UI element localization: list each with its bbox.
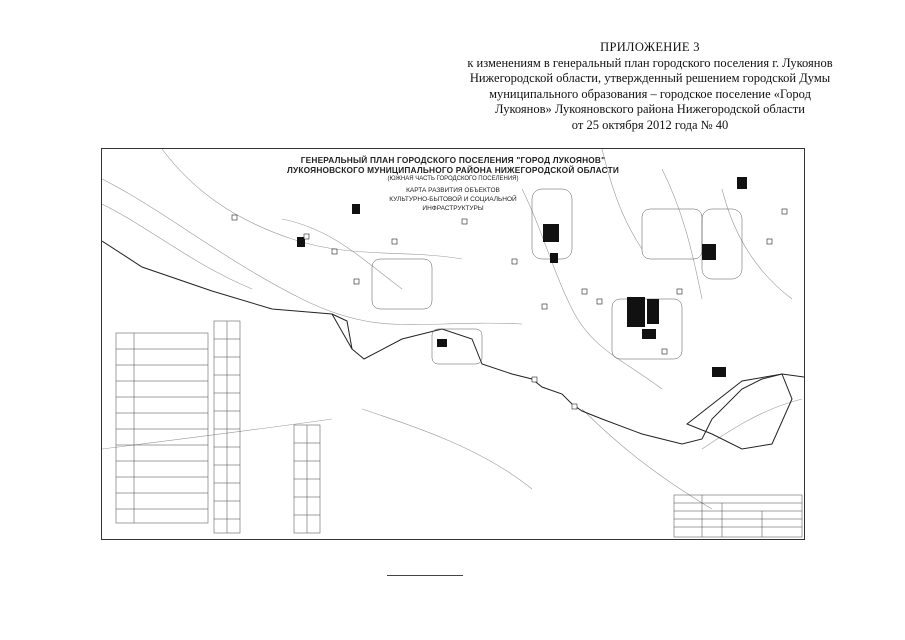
- appendix-line-3: муниципального образования – городское поселение «Город: [489, 86, 811, 101]
- map-object-symbol: [582, 289, 587, 294]
- legend-table-middle: [214, 321, 240, 533]
- map-subtitle-line-1: КАРТА РАЗВИТИЯ ОБЪЕКТОВ: [406, 187, 500, 194]
- appendix-title: ПРИЛОЖЕНИЕ 3: [600, 40, 700, 54]
- map-object-symbol: [677, 289, 682, 294]
- road-line: [702, 399, 802, 449]
- map-object-cluster: [702, 244, 716, 260]
- map-object-cluster: [712, 367, 726, 377]
- map-object-symbol: [532, 377, 537, 382]
- map-object-symbol: [354, 279, 359, 284]
- map-object-symbol: [462, 219, 467, 224]
- map-object-cluster: [543, 224, 559, 242]
- map-object-symbol: [332, 249, 337, 254]
- map-object-cluster: [642, 329, 656, 339]
- district-outline: [642, 209, 702, 259]
- map-object-symbol: [572, 404, 577, 409]
- map-object-cluster: [550, 253, 558, 263]
- road-line: [282, 219, 402, 289]
- map-title-line-3: (ЮЖНАЯ ЧАСТЬ ГОРОДСКОГО ПОСЕЛЕНИЯ): [387, 176, 519, 182]
- appendix-line-5: от 25 октября 2012 года № 40: [571, 117, 729, 132]
- master-plan-map: [101, 148, 805, 540]
- map-object-cluster: [647, 299, 659, 324]
- district-outline: [372, 259, 432, 309]
- road-line: [102, 419, 332, 449]
- road-line: [582, 409, 712, 509]
- map-object-symbol: [662, 349, 667, 354]
- map-subtitle-line-2: КУЛЬТУРНО-БЫТОВОЙ И СОЦИАЛЬНОЙ: [389, 196, 517, 203]
- appendix-header: [400, 40, 900, 133]
- map-object-symbol: [232, 215, 237, 220]
- road-line: [102, 204, 252, 289]
- map-title-line-2: ЛУКОЯНОВСКОГО МУНИЦИПАЛЬНОГО РАЙОНА НИЖЕГОРОДСКОЙ ОБЛАСТИ: [286, 165, 620, 175]
- footer-rule: [387, 575, 463, 576]
- appendix-line-1: к изменениям в генеральный план городского поселения г. Лукоянов: [467, 55, 833, 70]
- map-object-symbol: [392, 239, 397, 244]
- map-object-symbol: [597, 299, 602, 304]
- map-object-symbol: [542, 304, 547, 309]
- settlement-boundary: [102, 241, 804, 444]
- road-line: [362, 409, 532, 489]
- map-object-symbol: [512, 259, 517, 264]
- legend-table-left: [116, 333, 208, 523]
- appendix-line-4: Лукоянов» Лукояновского района Нижегородской области: [495, 102, 805, 116]
- appendix-line-2: Нижегородской области, утвержденный решением городской Думы: [469, 71, 831, 85]
- map-title-line-1: ГЕНЕРАЛЬНЫЙ ПЛАН ГОРОДСКОГО ПОСЕЛЕНИЯ "ГОРОД ЛУКОЯНОВ": [300, 155, 606, 165]
- legend-table-right: [294, 425, 320, 533]
- map-object-symbol: [767, 239, 772, 244]
- map-object-cluster: [437, 339, 447, 347]
- map-subtitle-line-3: ИНФРАСТРУКТУРЫ: [422, 205, 484, 212]
- map-object-cluster: [627, 297, 645, 327]
- map-object-symbol: [304, 234, 309, 239]
- title-block: [674, 495, 802, 537]
